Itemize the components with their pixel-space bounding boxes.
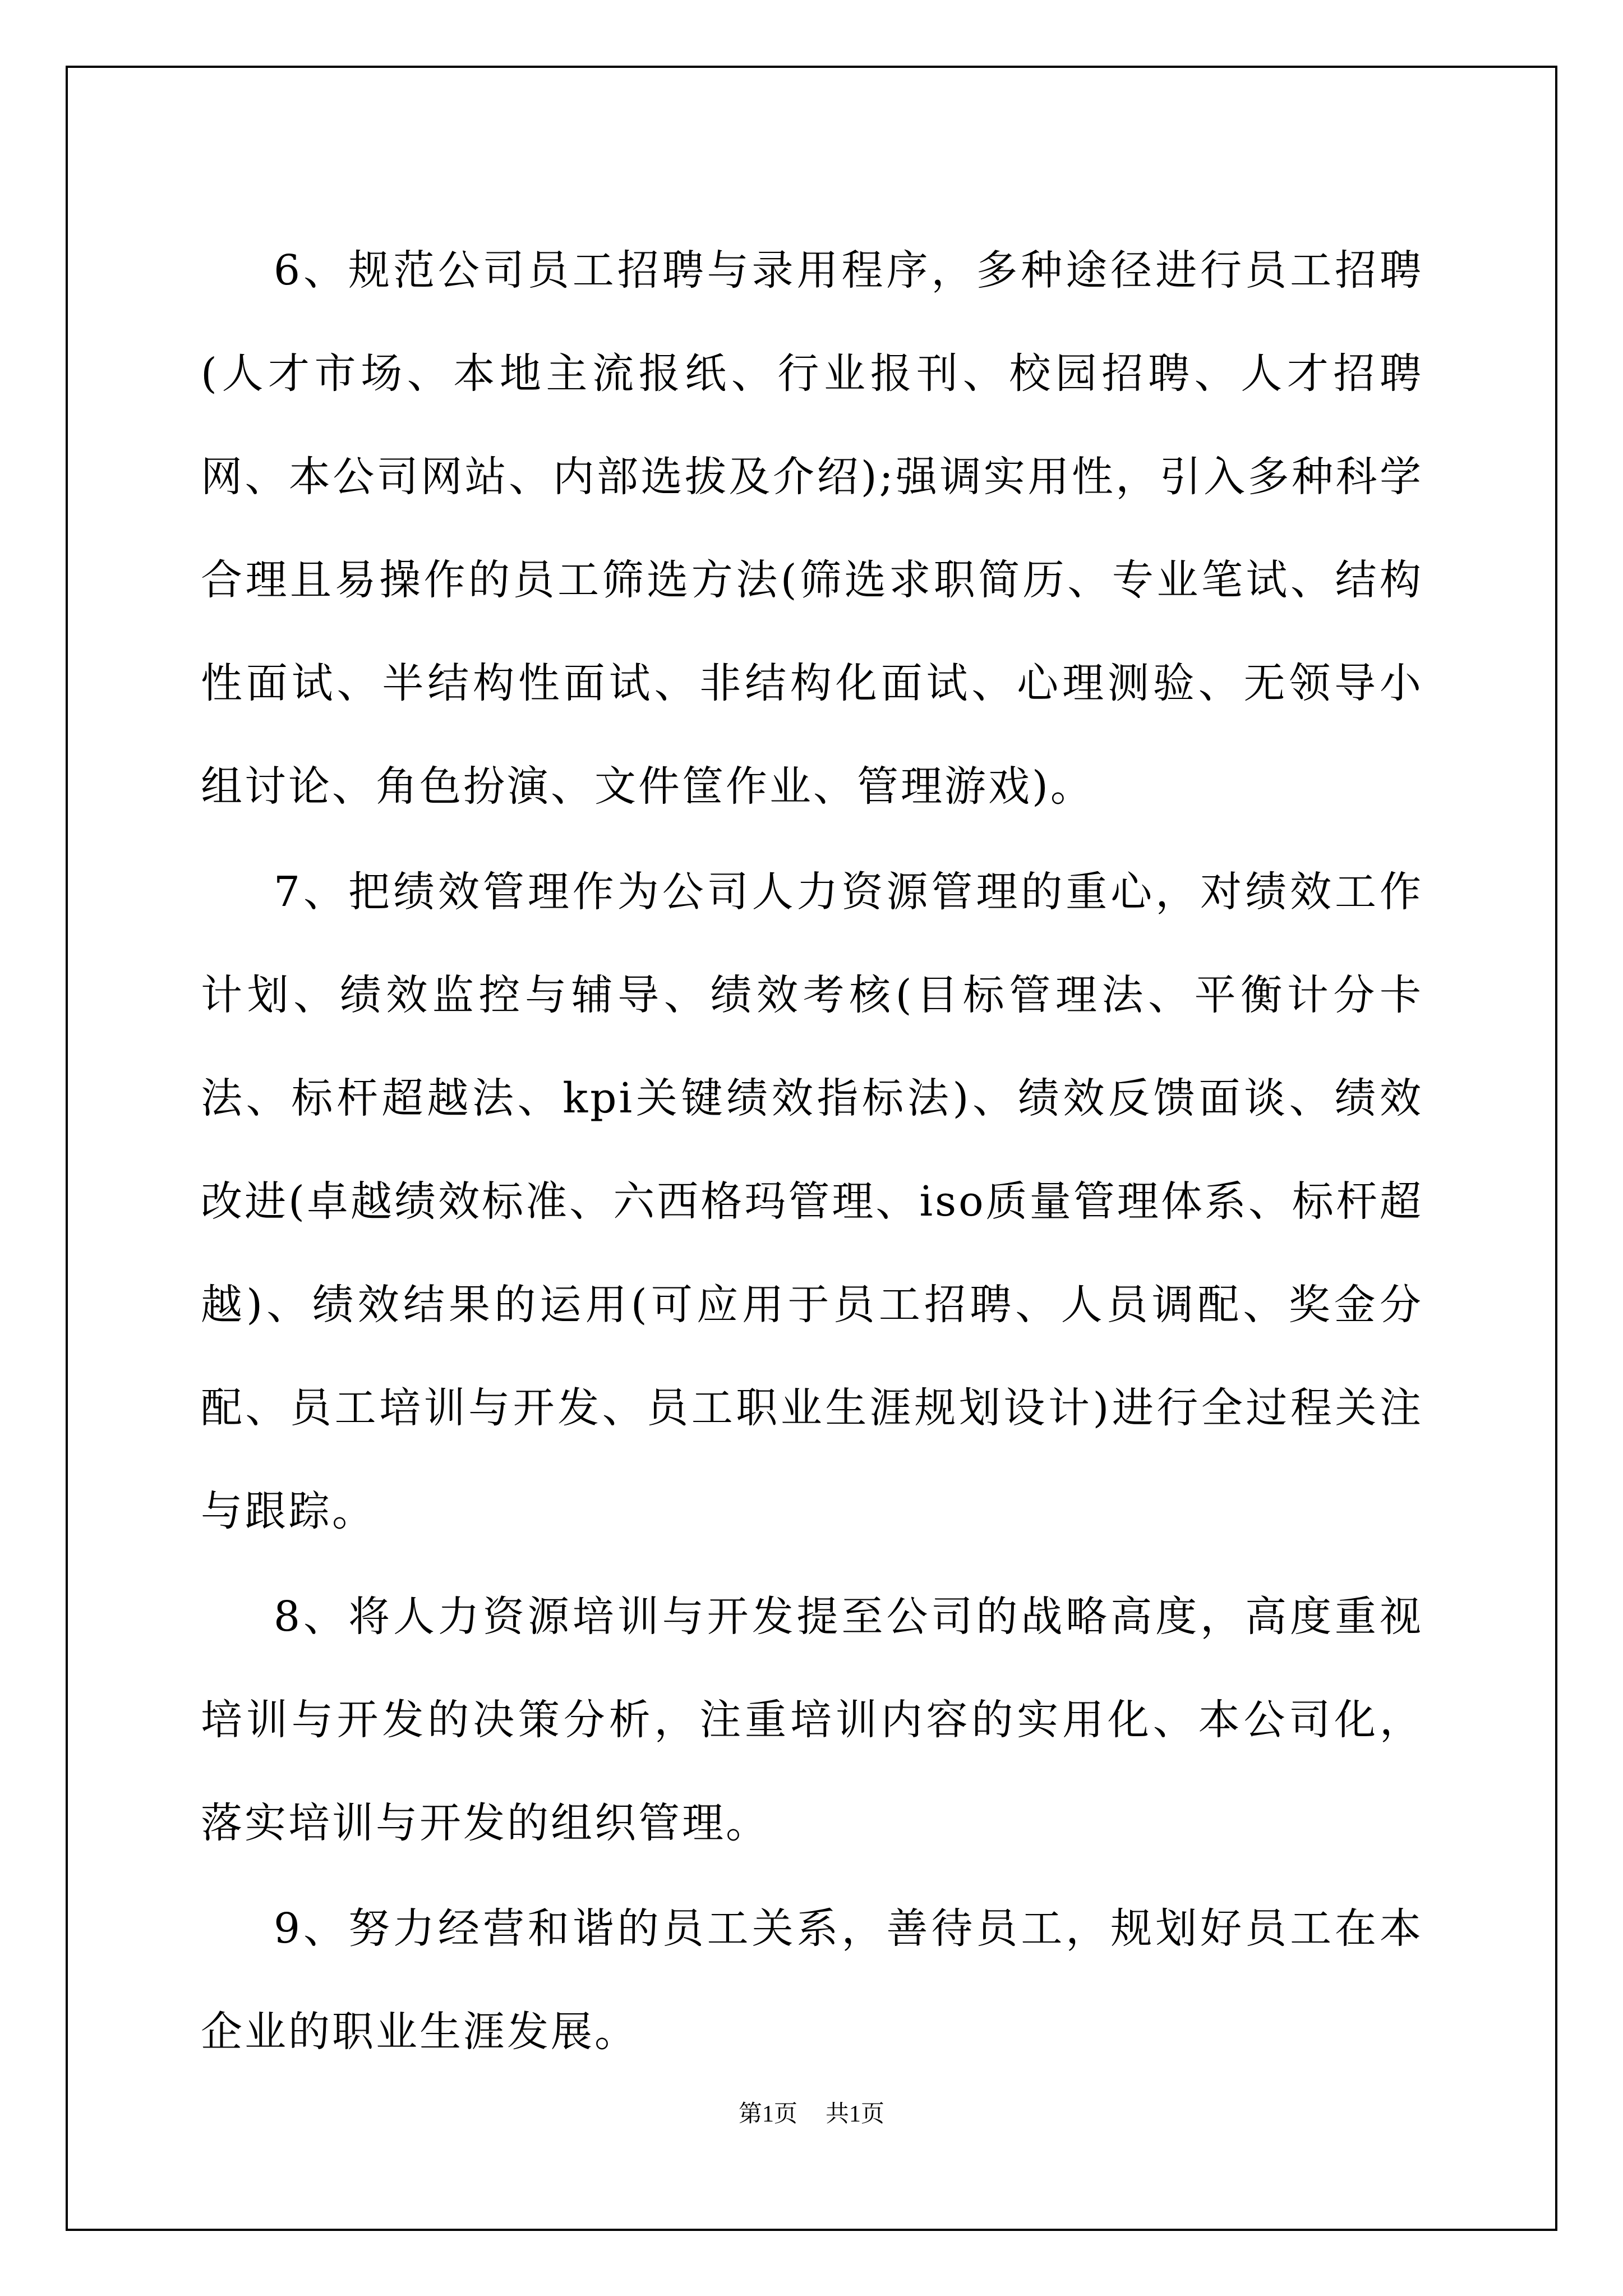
paragraph-6: 6、规范公司员工招聘与录用程序，多种途径进行员工招聘(人才市场、本地主流报纸、行业报刊、校园招聘、人才招聘网、本公司网站、内部选拔及介绍);强调实用性，引入多种科学合理且易操作的员工筛选方法(筛选求职简历、专业笔试、结构性面试、半结构性面试、非结构化面试、心理测验、无领导小组讨论、角色扮演、文件筐作业、管理游戏)。 <box>201 246 1423 811</box>
paragraph-8: 8、将人力资源培训与开发提至公司的战略高度，高度重视培训与开发的决策分析，注重培训内容的实用化、本公司化，落实培训与开发的组织管理。 <box>201 1593 1423 1847</box>
paragraph-7: 7、把绩效管理作为公司人力资源管理的重心，对绩效工作计划、绩效监控与辅导、绩效考核(目标管理法、平衡计分卡法、标杆超越法、kpi关键绩效指标法)、绩效反馈面谈、绩效改进(卓越绩效标准、六西格玛管理、iso质量管理体系、标杆超越)、绩效结果的运用(可应用于员工招聘、人员调配、奖金分配、员工培训与开发、员工职业生涯规划设计)进行全过程关注与跟踪。 <box>201 868 1423 1535</box>
page-total: 共1页 <box>826 2101 885 2127</box>
document-body <box>201 219 1423 2086</box>
page-footer <box>0 2095 1623 2129</box>
paragraph-9: 9、努力经营和谐的员工关系，善待员工，规划好员工在本企业的职业生涯发展。 <box>201 1904 1423 2056</box>
page-number: 第1页 <box>738 2101 797 2127</box>
